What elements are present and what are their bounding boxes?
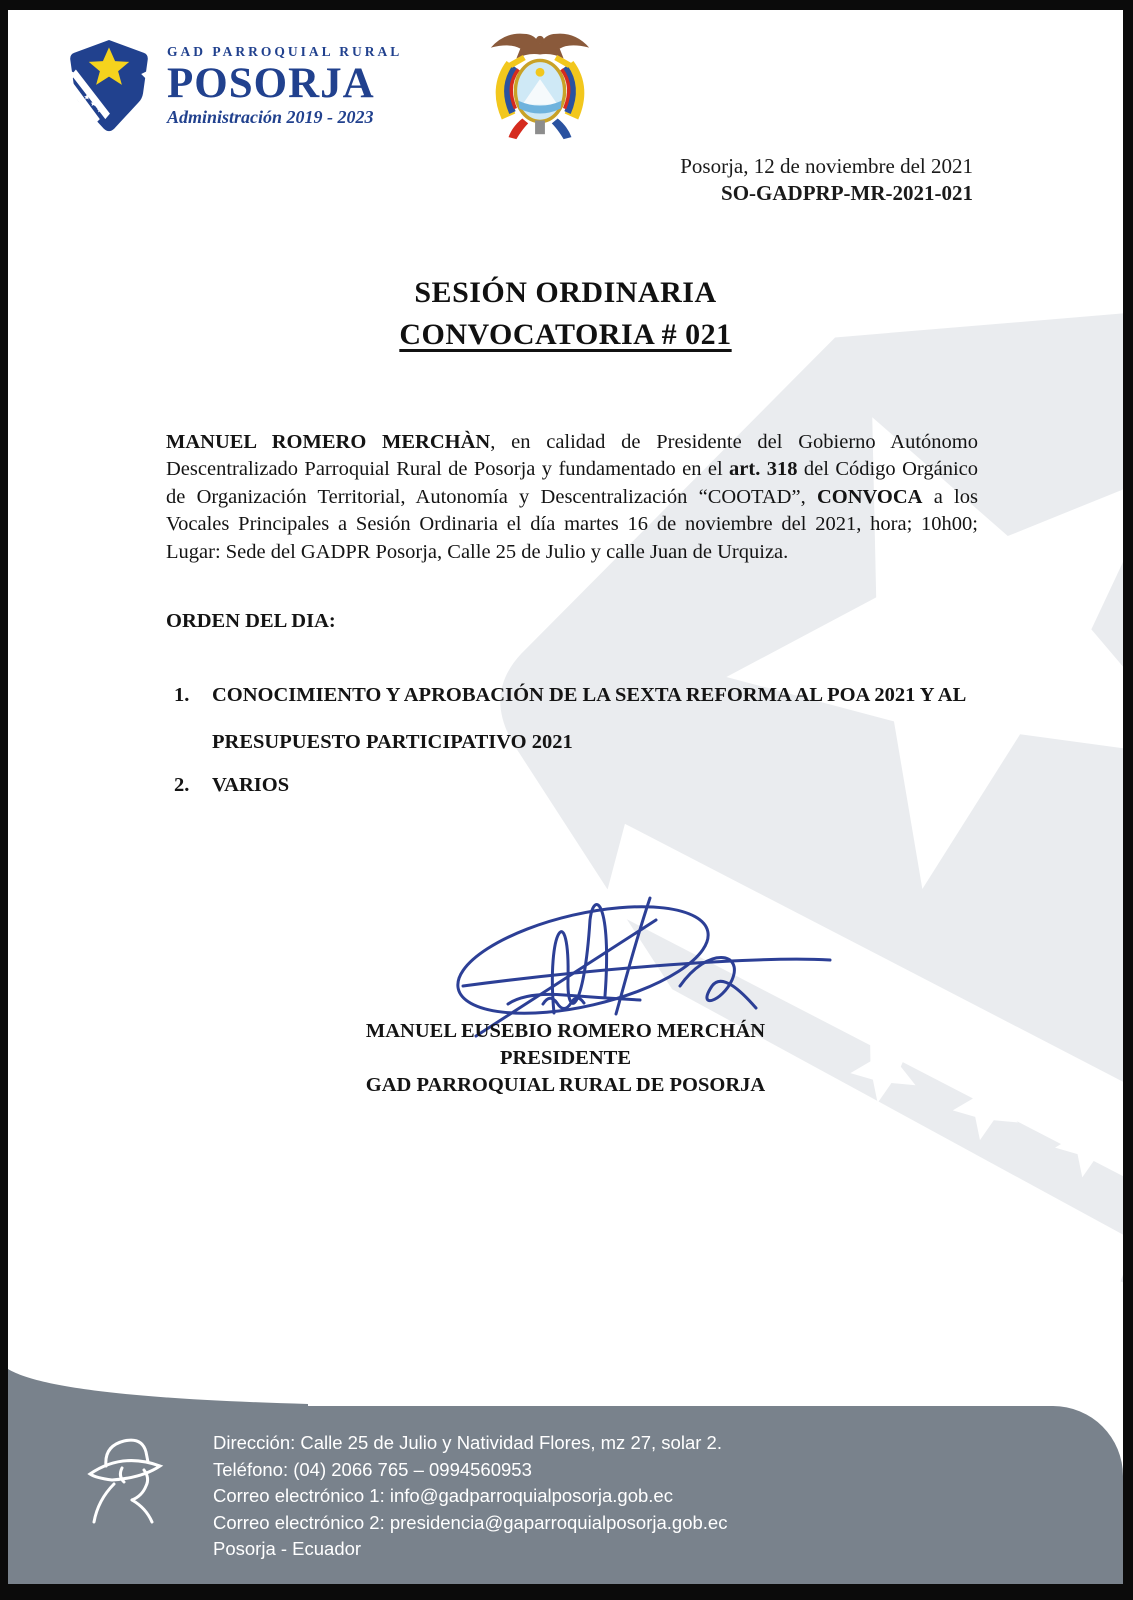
handwritten-signature	[358, 868, 838, 1043]
logo-name: POSORJA	[167, 60, 375, 107]
body-article-ref: art. 318	[729, 458, 798, 480]
reference-number: SO-GADPRP-MR-2021-021	[721, 181, 973, 205]
footer-email-1: Correo electrónico 1: info@gadparroquialposorja.gob.ec	[213, 1485, 673, 1506]
agenda-list	[174, 672, 986, 809]
footer-phone: Teléfono: (04) 2066 765 – 0994560953	[213, 1458, 532, 1480]
signer-name: MANUEL EUSEBIO ROMERO MERCHÁN	[365, 1020, 766, 1042]
agenda-item-text: CONOCIMIENTO Y APROBACIÓN DE LA SEXTA REFORMA AL POA 2021 Y AL PRESUPUESTO PARTICIPATIVO 2021	[212, 684, 966, 753]
body-text-1: , en calidad de Presidente del Gobierno Autónomo Descentralizado Parroquial Rural de Posorja y fundamentado en el	[166, 430, 978, 480]
ecuador-coat-of-arms-icon	[481, 26, 599, 153]
logo-administration: Administración 2019 - 2023	[167, 107, 374, 127]
body-text-2: del Código Orgánico de Organización Territorial, Autonomía y Descentralización “COOTAD”,	[166, 458, 978, 508]
footer-swoosh-shape	[8, 1369, 308, 1407]
title-convocation-number: CONVOCATORIA # 021	[399, 318, 732, 351]
agenda-item-number: 2.	[174, 774, 190, 796]
body-text-3: a los Vocales Principales a Sesión Ordinaria el día martes 16 de noviembre del 2021, hora; 10h00; Lugar: Sede del GADPR Posorja, Calle 25 de Julio y calle Juan de Urquiza.	[166, 485, 978, 563]
footer-address: Dirección: Calle 25 de Julio y Natividad Flores, mz 27, solar 2.	[213, 1432, 722, 1453]
document-page	[8, 10, 1123, 1584]
footer-bar	[8, 1406, 1123, 1584]
signature-block	[158, 1018, 973, 1099]
footer-location: Posorja - Ecuador	[213, 1538, 362, 1559]
footer-email-2: Correo electrónico 2: presidencia@gaparroquialposorja.gob.ec	[213, 1511, 728, 1533]
signer-role: PRESIDENTE	[499, 1047, 631, 1069]
body-president-name: MANUEL ROMERO MERCHÀN	[166, 430, 491, 453]
posorja-shield-icon	[63, 36, 155, 136]
agenda-item-text: VARIOS	[212, 774, 290, 796]
body-convoca: CONVOCA	[816, 485, 923, 508]
date-reference-block	[680, 153, 973, 207]
agenda-item	[174, 762, 986, 809]
agenda-heading: ORDEN DEL DIA:	[166, 610, 336, 632]
signer-organization: GAD PARROQUIAL RURAL DE POSORJA	[365, 1074, 766, 1096]
footer-contact-info	[213, 1430, 727, 1563]
logo-org-type: GAD PARROQUIAL RURAL	[167, 44, 403, 59]
date-line: Posorja, 12 de noviembre del 2021	[680, 154, 973, 178]
posorja-logo	[63, 36, 402, 136]
agenda-item-number: 1.	[174, 684, 190, 706]
body-paragraph	[166, 429, 978, 567]
hat-person-icon	[80, 1430, 175, 1530]
document-title	[158, 276, 973, 352]
title-session-type: SESIÓN ORDINARIA	[414, 276, 717, 309]
agenda-item	[174, 672, 986, 766]
